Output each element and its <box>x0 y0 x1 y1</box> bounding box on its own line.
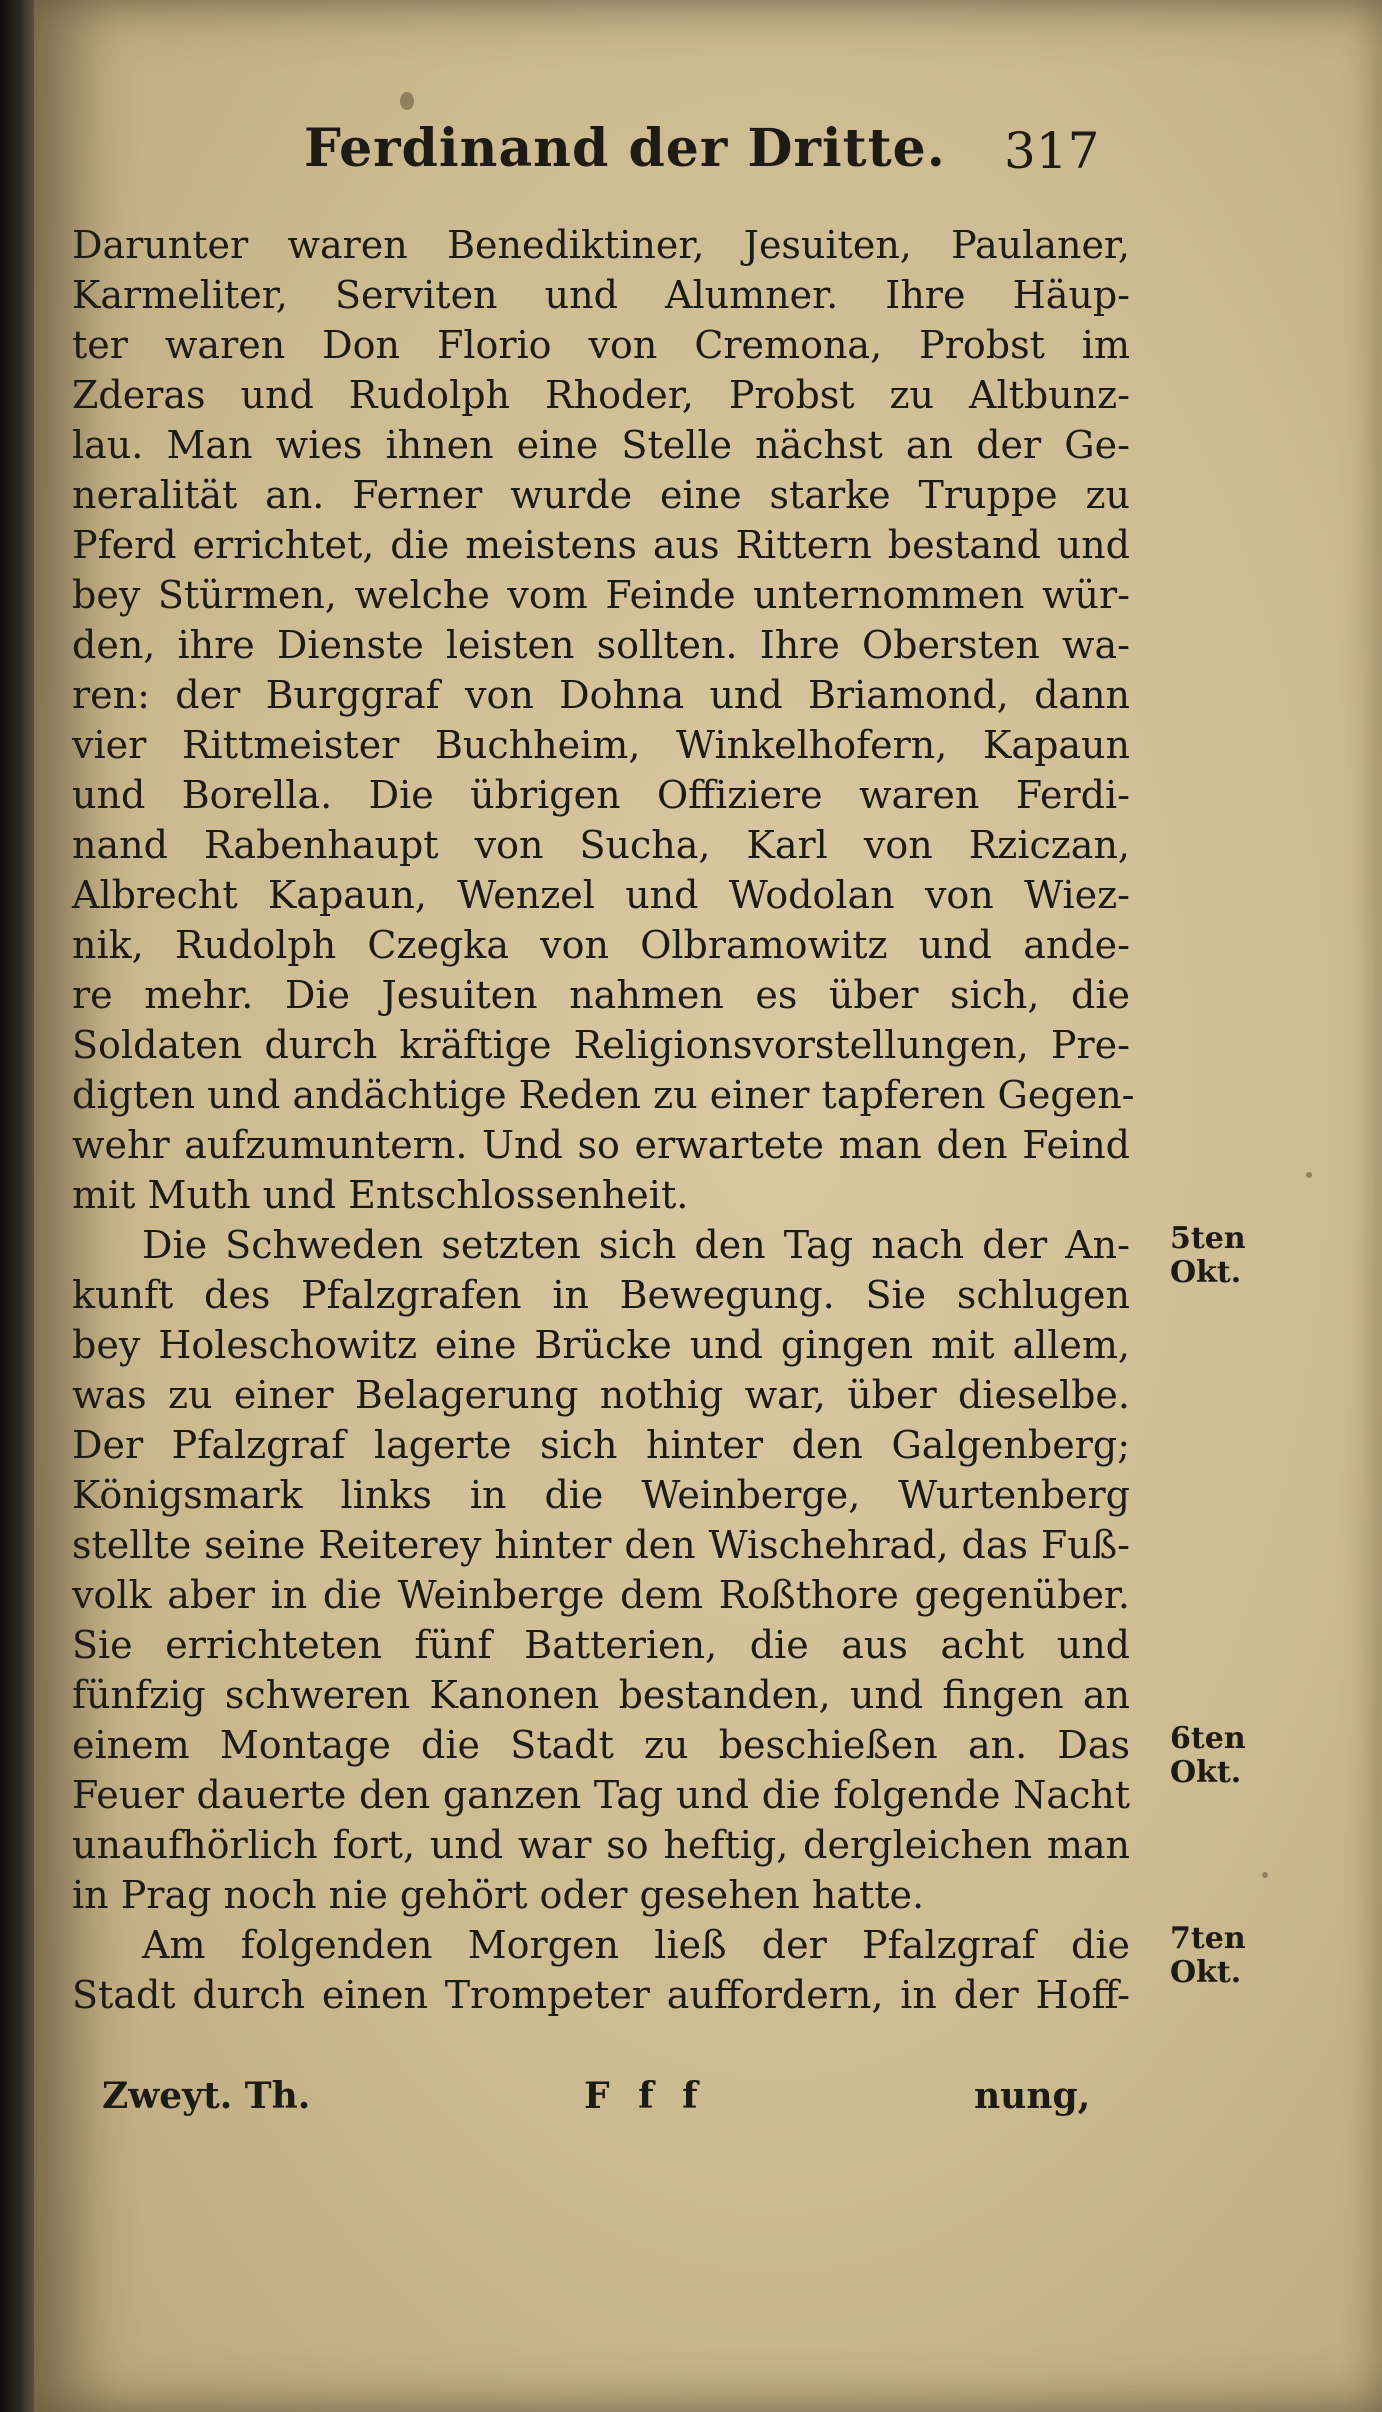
page-number: 317 <box>1004 122 1100 180</box>
book-binding-shadow <box>0 0 34 2412</box>
margin-note-month: Okt. <box>1170 1255 1242 1290</box>
text-line-paragraph-end: in Prag noch nie gehört oder gesehen hatte. <box>72 1873 925 1917</box>
text-line: wehr aufzumuntern. Und so erwartete man den Feind <box>72 1123 1130 1167</box>
text-line: bey Stürmen, welche vom Feinde unternommen wür- <box>72 573 1130 617</box>
text-line: neralität an. Ferner wurde eine starke Truppe zu <box>72 473 1130 517</box>
text-line: nik, Rudolph Czegka von Olbramowitz und ande- <box>72 923 1130 967</box>
text-line: stellte seine Reiterey hinter den Wischehrad, das Fuß- <box>72 1523 1130 1567</box>
book-page <box>34 0 1382 2412</box>
volume-signature: Zweyt. Th. <box>102 2075 311 2117</box>
margin-note-month: Okt. <box>1170 1755 1242 1790</box>
text-line: fünfzig schweren Kanonen bestanden, und fingen an <box>72 1673 1130 1717</box>
margin-note-day: 6ten <box>1170 1721 1246 1756</box>
margin-note-month: Okt. <box>1170 1955 1242 1990</box>
text-line: vier Rittmeister Buchheim, Winkelhofern, Kapaun <box>72 723 1130 767</box>
text-line: einem Montage die Stadt zu beschießen an. Das <box>72 1723 1130 1767</box>
text-line-paragraph-start: Die Schweden setzten sich den Tag nach der An- <box>142 1223 1130 1267</box>
paper-speck <box>400 92 414 110</box>
text-line: ter waren Don Florio von Cremona, Probst im <box>72 323 1130 367</box>
page-header <box>34 118 1382 198</box>
sheet-signature: F f f <box>584 2075 706 2117</box>
margin-note-date <box>1170 1922 1246 1990</box>
running-title: Ferdinand der Dritte. <box>304 118 946 179</box>
text-line-paragraph-start: Am folgenden Morgen ließ der Pfalzgraf die <box>142 1923 1130 1967</box>
text-line: nand Rabenhaupt von Sucha, Karl von Rziczan, <box>72 823 1130 867</box>
text-line: bey Holeschowitz eine Brücke und gingen mit allem, <box>72 1323 1130 1367</box>
text-line: Pferd errichtet, die meistens aus Rittern bestand und <box>72 523 1130 567</box>
text-line: was zu einer Belagerung nothig war, über dieselbe. <box>72 1373 1130 1417</box>
text-line: Feuer dauerte den ganzen Tag und die folgende Nacht <box>72 1773 1130 1817</box>
margin-note-day: 5ten <box>1170 1221 1246 1256</box>
text-line: Sie errichteten fünf Batterien, die aus acht und <box>72 1623 1130 1667</box>
text-line: digten und andächtige Reden zu einer tapferen Gegen- <box>72 1073 1135 1117</box>
paper-speck <box>1262 1872 1268 1878</box>
text-line: Zderas und Rudolph Rhoder, Probst zu Altbunz- <box>72 373 1130 417</box>
margin-note-date <box>1170 1222 1246 1290</box>
body-text <box>72 220 1246 2020</box>
catchword: nung, <box>974 2075 1091 2117</box>
text-line: Königsmark links in die Weinberge, Wurtenberg <box>72 1473 1130 1517</box>
text-line: Darunter waren Benediktiner, Jesuiten, Paulaner, <box>72 223 1130 267</box>
text-line-paragraph-end: mit Muth und Entschlossenheit. <box>72 1173 689 1217</box>
text-line: Stadt durch einen Trompeter auffordern, in der Hoff- <box>72 1973 1130 2017</box>
text-line: Karmeliter, Serviten und Alumner. Ihre Häup- <box>72 273 1130 317</box>
margin-note-date <box>1170 1722 1246 1790</box>
paper-speck <box>1306 1172 1312 1178</box>
text-line: ren: der Burggraf von Dohna und Briamond, dann <box>72 673 1130 717</box>
text-line: und Borella. Die übrigen Offiziere waren Ferdi- <box>72 773 1130 817</box>
text-line: Der Pfalzgraf lagerte sich hinter den Galgenberg; <box>72 1423 1130 1467</box>
text-line: Albrecht Kapaun, Wenzel und Wodolan von Wiez- <box>72 873 1130 917</box>
text-line: den, ihre Dienste leisten sollten. Ihre Obersten wa- <box>72 623 1130 667</box>
text-line: unaufhörlich fort, und war so heftig, dergleichen man <box>72 1823 1130 1867</box>
page-footer <box>34 2075 1382 2135</box>
margin-note-day: 7ten <box>1170 1921 1246 1956</box>
text-line: kunft des Pfalzgrafen in Bewegung. Sie schlugen <box>72 1273 1130 1317</box>
text-line: volk aber in die Weinberge dem Roßthore gegenüber. <box>72 1573 1130 1617</box>
text-line: lau. Man wies ihnen eine Stelle nächst an der Ge- <box>72 423 1130 467</box>
text-line: Soldaten durch kräftige Religionsvorstellungen, Pre- <box>72 1023 1130 1067</box>
text-line: re mehr. Die Jesuiten nahmen es über sich, die <box>72 973 1130 1017</box>
